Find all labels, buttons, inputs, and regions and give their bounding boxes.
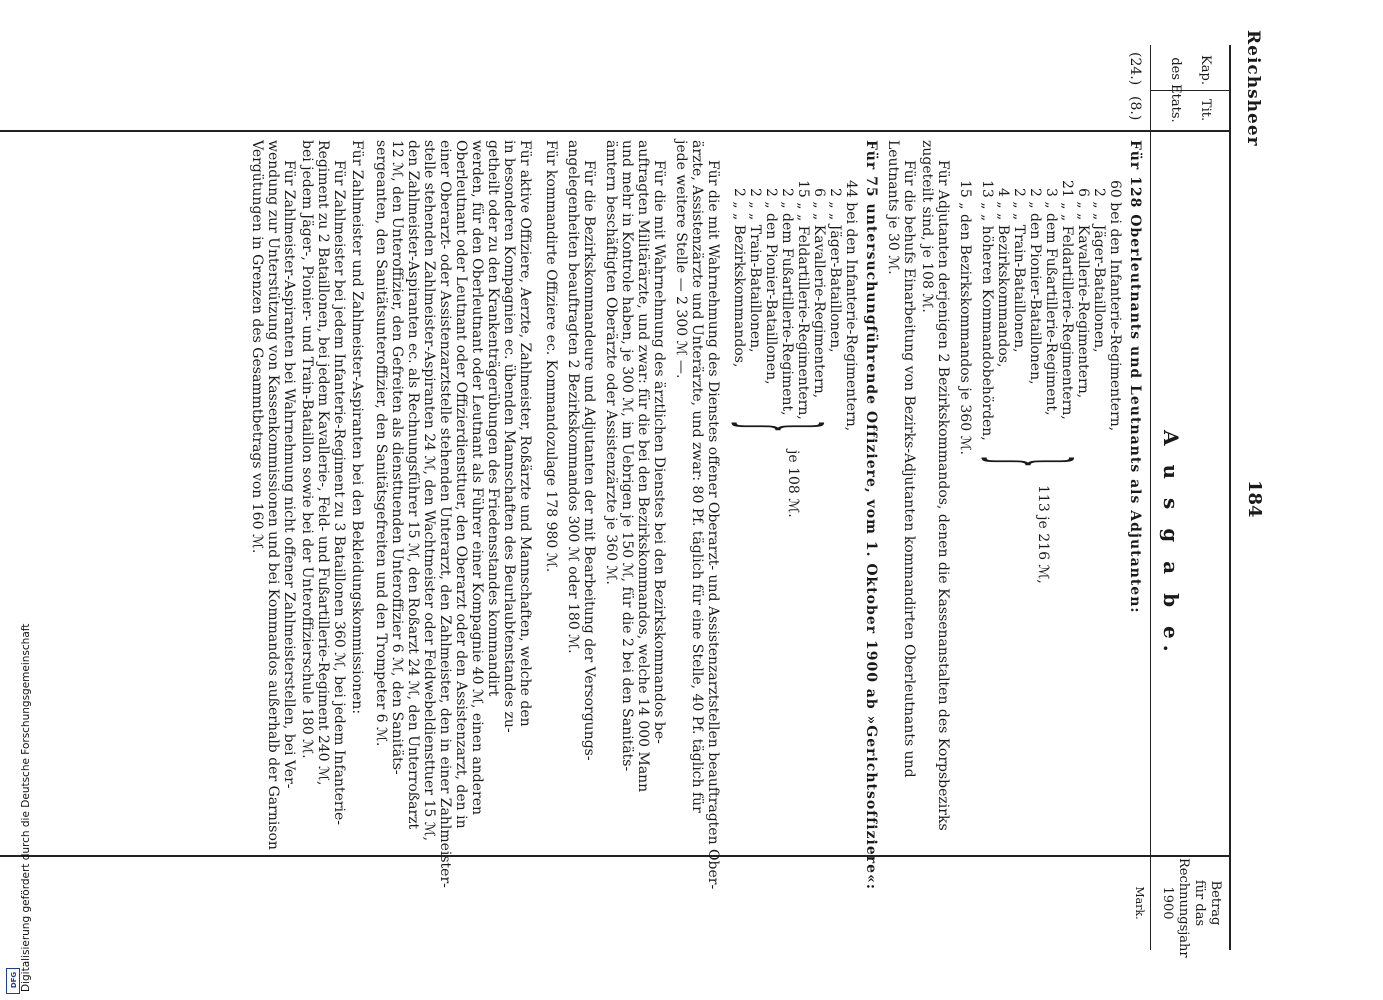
running-header-left: Reichsheer — [1243, 30, 1263, 147]
credit-text: Digitalisierung gefördert durch die Deutsche Forschungsgemeinschaft — [20, 623, 32, 992]
text-line: Für die behufs Einarbeitung von Bezirks-Adjutanten kommandirten Oberleutnants und — [901, 160, 917, 778]
text-line: Vergütungen in Grenzen des Gesammtbetrags von 160 ℳ. — [249, 140, 265, 554]
col-betrag-1: Betrag — [1208, 880, 1223, 926]
text-line: jede weitere Stelle — 2 300 ℳ —. — [673, 140, 689, 379]
text-line: Für Zahlmeister-Aspiranten bei Wahrnehmung nicht offener Zahlmeisterstellen, bei Ver- — [281, 160, 297, 789]
table-top-rule — [1229, 45, 1231, 950]
entry-tit: (8.) — [1127, 96, 1143, 121]
text-line: bei jedem Jäger-, Pionier- und Train-Bataillon sowie bei der Unteroffizierschule 180 ℳ. — [299, 140, 315, 759]
column-divider-right — [0, 855, 1231, 857]
entry-kap: (24.) — [1127, 52, 1143, 86]
digitization-credit — [2, 0, 32, 1000]
column-divider-left — [0, 130, 1231, 132]
column-divider-kap-tit — [1151, 90, 1231, 91]
text-line: Regiment zu 2 Bataillonen, bei jedem Kavallerie-, Feld- und Fußartillerie-Regiment 240 ℳ, — [315, 140, 331, 786]
text-line: ärzte, Assistenzärzte und Unterärzte, und zwar: 80 Pf. täglich für eine Stelle, 40 Pf. täglich für — [689, 140, 705, 813]
col-tit: Tit. — [1198, 98, 1213, 122]
text-line: wendung zur Unterstützung von Kassenkommissionen und bei Kommandos außerhalb der Garnison — [265, 140, 281, 850]
text-line: einer Oberarzt- oder Assistenzarztstelle stehenden Unterarzt, den Zahlmeister, den in einer Zahlmeister- — [437, 140, 453, 888]
text-line: Für die mit Wahrnehmung des Dienstes offener Oberarzt- und Assistenzarztstellen beauftragten Ober- — [705, 160, 721, 890]
dfg-logo — [6, 968, 20, 994]
text-line: 2 „ „ Train-Bataillonen, — [1011, 188, 1027, 353]
text-line: Für Adjutanten derjenigen 2 Bezirkskommandos, denen die Kassenanstalten des Korpsbezirks — [935, 160, 951, 831]
brace: } — [723, 420, 843, 433]
text-line: 60 bei den Infanterie-Regimentern, — [1107, 180, 1123, 432]
text-line: 6 „ „ Kavallerie-Regimentern, — [811, 188, 827, 399]
text-line: Für 75 untersuchungführende Offiziere, vom 1. Oktober 1900 ab »Gerichtsoffiziere«: — [863, 140, 879, 890]
text-line: auftragten Militärärzte, und zwar: für die bei den Bezirkskommandos, welche 14 000 Mann — [635, 140, 651, 793]
brace: } — [973, 455, 1093, 468]
text-line: 21 „ „ Feldartillerie-Regimentern, — [1059, 180, 1075, 420]
text-line: Leutnants je 30 ℳ. — [885, 140, 901, 275]
text-line: Für aktive Offiziere, Aerzte, Zahlmeister, Roßärzte und Mannschaften, welche den — [517, 140, 533, 727]
text-line: je 108 ℳ. — [785, 450, 801, 518]
col-betrag-4: 1900 — [1160, 886, 1175, 920]
text-line: 15 „ den Bezirkskommandos je 360 ℳ. — [957, 180, 973, 455]
text-line: zugeteilt sind, je 108 ℳ. — [919, 140, 935, 313]
text-line: Für 128 Oberleutnants und Leutnants als Adjutanten: — [1127, 140, 1143, 614]
text-line: Für Zahlmeister bei jedem Infanterie-Regiment zu 3 Bataillonen 360 ℳ, bei jedem Infanterie- — [331, 160, 347, 826]
text-line: ämtern beschäftigten Oberärzte oder Assistenzärzte je 360 ℳ. — [603, 140, 619, 585]
text-line: 2 „ den Pionier-Bataillonen, — [1027, 188, 1043, 385]
text-line: 2 „ „ Jäger-Bataillonen, — [1091, 188, 1107, 353]
text-line: Für Zahlmeister und Zahlmeister-Aspiranten bei den Bekleidungskommissionen: — [349, 140, 365, 715]
text-line: 12 ℳ, den Unteroffizier, den Gefreiten als diensttuenden Unteroffizier 6 ℳ, den Sanitäts- — [389, 140, 405, 775]
col-kap: Kap. — [1198, 55, 1213, 85]
text-line: Für kommandirte Offiziere ec. Kommandozulage 178 980 ℳ. — [543, 140, 559, 573]
text-line: angelegenheiten beauftragten 2 Bezirkskommandos 300 ℳ oder 180 ℳ. — [565, 140, 581, 654]
text-line: 2 „ „ Train-Bataillonen, — [747, 188, 763, 353]
text-line: 6 „ „ Kavallerie-Regimentern, — [1075, 188, 1091, 399]
text-line: sergeanten, den Sanitätsunteroffizier, den Sanitätsgefreiten und den Trompeter 6 ℳ. — [373, 140, 389, 747]
text-line: 2 „ „ Jäger-Bataillonen, — [827, 188, 843, 353]
dfg-logo-text: DFG — [10, 971, 18, 989]
text-line: und mehr in Kontrole haben, je 300 ℳ, im Uebrigen je 150 ℳ, für die 2 bei den Sanitäts- — [619, 140, 635, 772]
text-line: 2 „ den Pionier-Bataillonen, — [763, 188, 779, 385]
col-betrag-3: Rechnungsjahr — [1176, 858, 1191, 958]
text-line: 2 „ dem Fußartillerie-Regiment, — [779, 188, 795, 416]
text-line: getheilt oder zu den Krankenträgerübungen des Friedensstandes kommandirt — [485, 140, 501, 697]
col-mark: Mark. — [1133, 886, 1146, 920]
page-number: 184 — [1244, 480, 1265, 518]
header-bottom-rule — [1150, 45, 1151, 950]
text-line: 4 „ „ Bezirkskommandos, — [995, 188, 1011, 368]
text-line: 44 bei den Infanterie-Regimentern, — [843, 180, 859, 432]
section-title: A u s g a b e. — [1159, 430, 1183, 658]
text-line: 13 „ „ höheren Kommandobehörden, — [979, 180, 995, 441]
text-line: Für die mit Wahrnehmung des ärztlichen Dienstes bei den Bezirkskommandos be- — [651, 160, 667, 744]
text-line: 2 „ „ Bezirkskommandos, — [731, 188, 747, 368]
text-line: werden, für den Oberleutnant oder Leutnant als Führer einer Kompagnie 40 ℳ, einen anderen — [469, 140, 485, 816]
text-line: 15 „ „ Feldartillerie-Regimentern, — [795, 180, 811, 420]
text-line: 113 je 216 ℳ, — [1035, 485, 1051, 584]
text-line: stelle stehenden Zahlmeister-Aspiranten 24 ℳ, den Wachtmeister oder Feldwebeldiensttuer 15 ℳ, — [421, 140, 437, 842]
text-line: Für die Bezirkskommandeure und Adjutanten der mit Bearbeitung der Versorgungs- — [581, 160, 597, 761]
text-line: Oberleutnant oder Leutnant oder Offizierdiensttuer, den Oberarzt oder den Assistenzarzt, den in — [453, 140, 469, 829]
text-line: in besonderen Kompagnien ec. übenden Mannschaften des Beurlaubtenstandes zu- — [501, 140, 517, 733]
col-des-etats: des Etats. — [1168, 57, 1183, 123]
text-line: 3 „ dem Fußartillerie-Regiment, — [1043, 188, 1059, 416]
text-line: den Zahlmeister-Aspiranten ec. als Rechnungsführer 15 ℳ, den Roßarzt 24 ℳ, den Unterroßarzt — [405, 140, 421, 830]
col-betrag-2: für das — [1192, 879, 1207, 927]
